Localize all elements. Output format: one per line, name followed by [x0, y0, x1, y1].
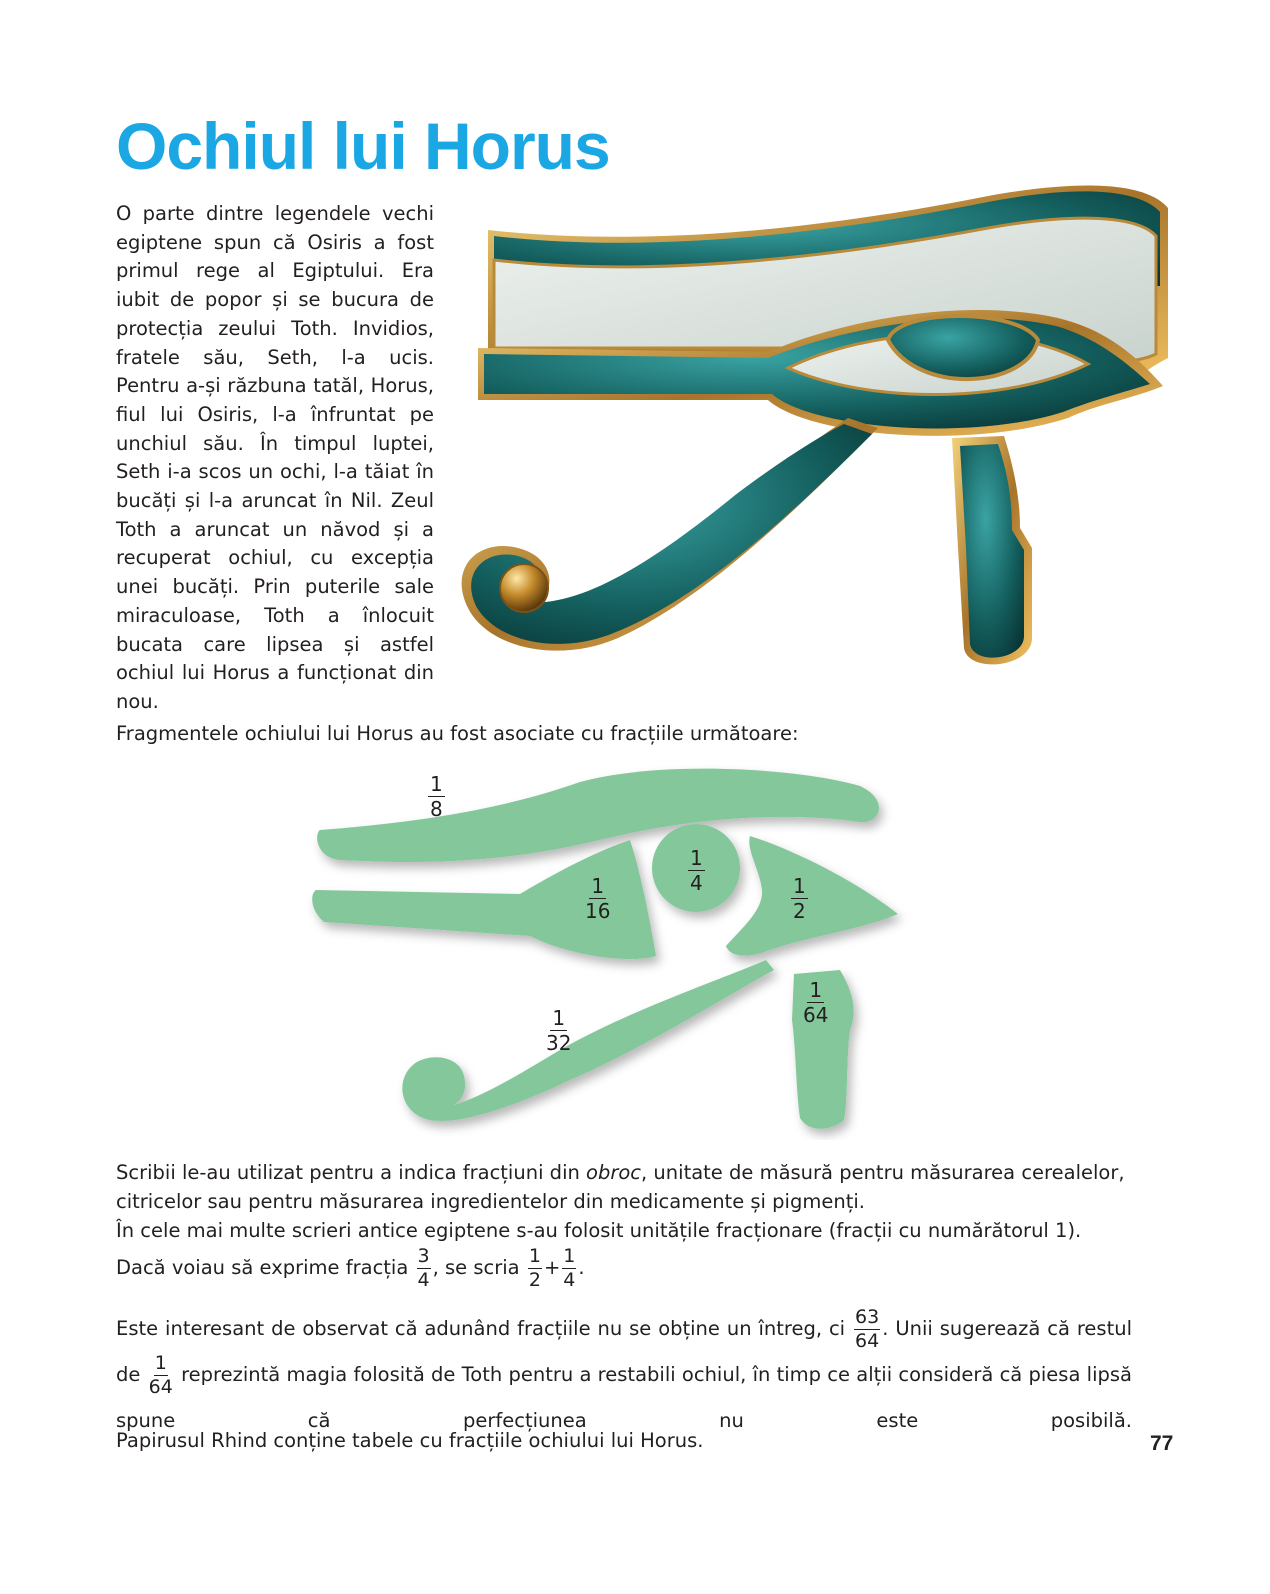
- fraction-quarter: [562, 1247, 576, 1290]
- fraction-numerator: 1: [591, 874, 605, 898]
- eye-of-horus-illustration: [448, 168, 1178, 688]
- unit-fractions-paragraph: În cele mai multe scrieri antice egiptene s-au folosit unitățile fracționare (fracții cu numărătorul 1).: [116, 1219, 1082, 1242]
- fragment-outer: [726, 836, 898, 956]
- text-run: Este interesant de observat că adunând fracțiile nu se obține un întreg, ci: [116, 1317, 846, 1340]
- fraction-diagram: [300, 760, 920, 1140]
- page-number: 77: [1150, 1432, 1174, 1455]
- fraction-numerator: 1: [563, 1245, 576, 1267]
- fraction-label-thirty-second: [546, 1008, 571, 1053]
- fraction-denominator: 4: [690, 871, 703, 895]
- fraction-numerator: 1: [430, 772, 443, 796]
- text-run: , se scria: [432, 1256, 520, 1279]
- fraction-label-quarter: [688, 848, 705, 893]
- text-run: Scribii le-au utilizat pentru a indica fracțiuni din: [116, 1161, 587, 1184]
- fraction-denominator: 32: [546, 1031, 572, 1055]
- fraction-diagram-shapes: [300, 760, 920, 1140]
- fraction-label-sixty-fourth: [803, 980, 828, 1025]
- fraction-label-sixteenth: [585, 876, 610, 921]
- emphasized-term: obroc: [586, 1161, 642, 1184]
- fraction-denominator: 64: [855, 1330, 880, 1352]
- fraction-numerator: 3: [417, 1245, 430, 1267]
- fraction-numerator: 1: [809, 978, 823, 1002]
- plus-sign: +: [543, 1256, 561, 1279]
- text-run: . Unii sugerează că restul de: [116, 1317, 1132, 1386]
- fraction-denominator: 16: [585, 899, 611, 923]
- fraction-denominator: 4: [563, 1269, 576, 1291]
- fraction-denominator: 64: [148, 1376, 173, 1398]
- fraction-numerator: 1: [552, 1006, 566, 1030]
- fragment-eyebrow: [317, 769, 879, 862]
- fraction-numerator: 63: [855, 1306, 880, 1328]
- text-run: , unitate de măsură pentru măsurarea cerealelor, citricelor sau pentru măsurarea ingredientelor din medicamente și pigmenți.: [116, 1161, 1125, 1213]
- text-run: Dacă voiau să exprime fracția: [116, 1256, 409, 1279]
- fraction-numerator: 1: [528, 1245, 541, 1267]
- fraction-label-half: [791, 876, 808, 921]
- fraction-numerator: 1: [690, 846, 703, 870]
- fraction-half: [528, 1247, 542, 1290]
- fractions-intro: Fragmentele ochiului lui Horus au fost asociate cu fracțiile următoare:: [116, 722, 799, 745]
- fraction-sixty-three-sixty-fourths: [854, 1308, 880, 1351]
- fragment-spiral: [402, 960, 774, 1121]
- fraction-numerator: 1: [154, 1352, 167, 1374]
- remainder-paragraph-line-1: [116, 1306, 1132, 1444]
- fraction-denominator: 64: [803, 1003, 829, 1027]
- three-quarters-paragraph: [116, 1247, 1132, 1290]
- text-run: reprezintă magia folosită de Toth pentru a restabili ochiul, în timp ce alții consideră că piesa lipsă spune că perfecțiunea nu este posibilă.: [116, 1363, 1132, 1432]
- legend-paragraph: O parte dintre legendele vechi egiptene spun că Osiris a fost primul rege al Egiptului. Era iubit de popor și se bucura de protecția zeului Toth. Invidios, fratele său, Seth, l-a ucis. Pentru a-și răzbuna tatăl, Horus, fiul lui Osiris, l-a înfruntat pe unchiul său. În timpul luptei, Seth i-a scos un ochi, l-a tăiat în bucăți și l-a aruncat în Nil. Zeul Toth a aruncat un năvod și a recuperat ochiul, cu excepția unei bucăți. Prin puterile sale miraculoase, Toth a înlocuit bucata care lipsea și astfel ochiul lui Horus a funcționat din nou.: [116, 202, 434, 713]
- fraction-label-eighth: [428, 774, 445, 819]
- fraction-denominator: 4: [417, 1269, 430, 1291]
- fraction-numerator: 1: [793, 874, 806, 898]
- rhind-paragraph: Papirusul Rhind conține tabele cu fracțiile ochiului lui Horus.: [116, 1429, 704, 1452]
- page-title: Ochiul lui Horus: [116, 109, 610, 183]
- fraction-one-sixty-fourth: [149, 1354, 173, 1397]
- fraction-three-quarters: [417, 1247, 431, 1290]
- text-run: .: [578, 1256, 585, 1279]
- scribes-paragraph: [116, 1158, 1132, 1216]
- fraction-denominator: 2: [793, 899, 806, 923]
- fraction-denominator: 8: [430, 797, 443, 821]
- fraction-denominator: 2: [528, 1269, 541, 1291]
